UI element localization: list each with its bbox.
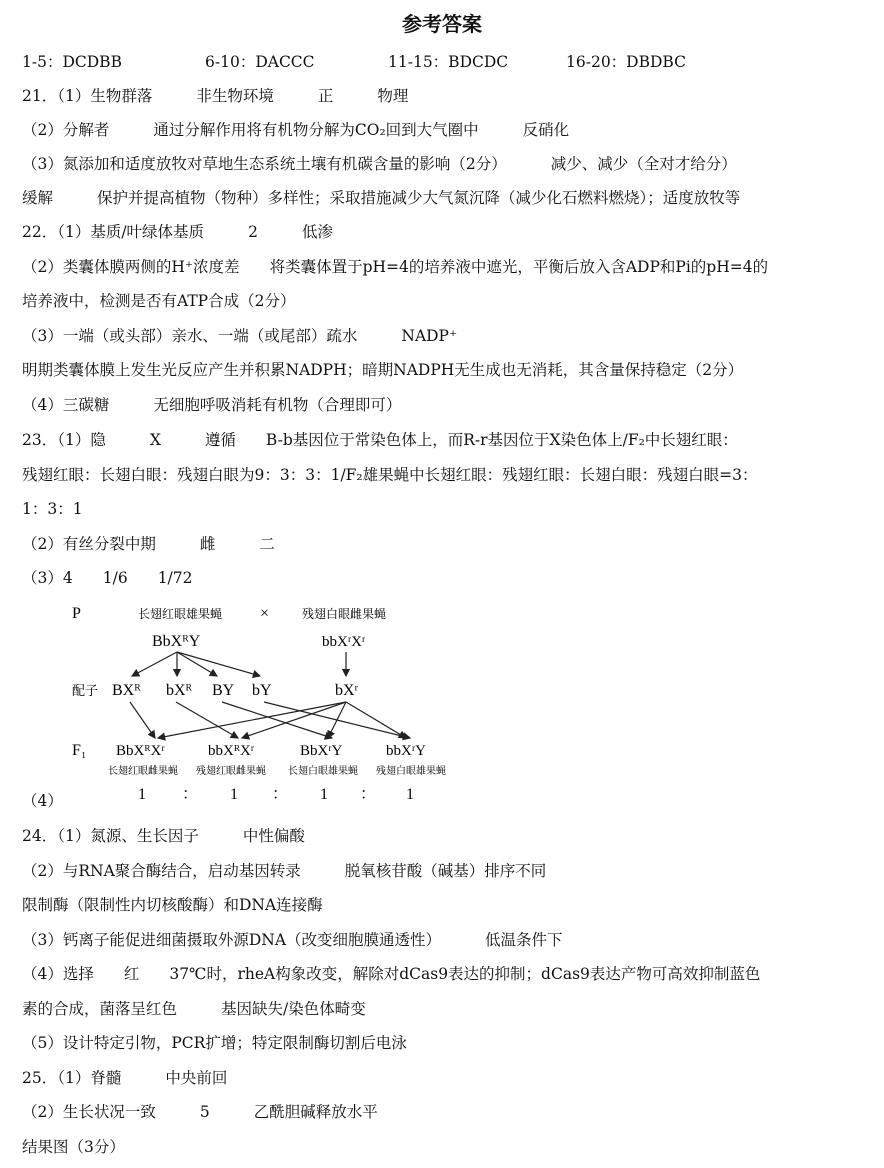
q22-line-1 [22, 222, 333, 242]
f1-label: F₁ [72, 742, 87, 759]
q21-line-2 [22, 120, 569, 140]
gamete-male-3: BY [212, 682, 235, 699]
q24-1-a: 24．（1）氮源、生长因子 [22, 827, 199, 845]
parent-male-desc: 长翅红眼雄果蝇 [138, 607, 223, 621]
q23-4-a: （2）有丝分裂中期 [22, 535, 156, 553]
q23-5-c: 1/72 [157, 569, 193, 587]
q21-3-a: （3）氮添加和适度放牧对草地生态系统土壤有机碳含量的影响（2分） [22, 155, 507, 173]
mc-6-10: 6-10：DACCC [205, 53, 315, 71]
q24-line-1 [22, 826, 305, 846]
q21-line-4 [22, 188, 740, 208]
q21-line-1 [22, 86, 408, 106]
q24-line-5 [22, 964, 760, 984]
q22-line-3: 培养液中，检测是否有ATP合成（2分） [22, 292, 296, 310]
q23-line-5 [22, 568, 193, 588]
q22-line-4 [22, 326, 457, 346]
q22-4-b: NADP⁺ [401, 327, 458, 345]
ratio-3: 1 [320, 786, 328, 803]
q24-5-a: （4）选择 [22, 965, 94, 983]
q24-6-b: 基因缺失/染色体畸变 [221, 1000, 366, 1018]
q21-1-d: 物理 [377, 87, 409, 105]
gamete-offspring-arrows [130, 702, 410, 738]
q23-1-c: 遵循 [204, 431, 236, 449]
q21-1-c: 正 [317, 87, 334, 105]
q24-line-6 [22, 999, 366, 1019]
offspring-4-genotype: bbXʳY [386, 743, 426, 759]
gamete-male-2: bXᴿ [166, 682, 193, 699]
mc-11-15: 11-15：BDCDC [388, 53, 509, 71]
q23-5-b: 1/6 [102, 569, 128, 587]
offspring-2-genotype: bbXᴿXʳ [208, 743, 255, 759]
q21-3-b: 减少、减少（全对才给分） [550, 155, 737, 173]
q21-2-c: 反硝化 [522, 121, 570, 139]
q22-6-a: （4）三碳糖 [22, 396, 110, 414]
parent-male-genotype: BbXᴿY [152, 633, 201, 650]
q24-4-a: （3）钙离子能促进细菌摄取外源DNA（改变细胞膜通透性） [22, 931, 442, 949]
offspring-1-desc: 长翅红眼雌果蝇 [108, 766, 178, 777]
parent-female-genotype: bbXʳXʳ [322, 634, 366, 650]
q23-1-a: 23．（1）隐 [22, 431, 106, 449]
offspring-3-desc: 长翅白眼雄果蝇 [288, 766, 358, 777]
q22-1-a: 22．（1）基质/叶绿体基质 [22, 223, 205, 241]
offspring-4-desc: 残翅白眼雄果蝇 [376, 766, 446, 777]
q23-line-4 [22, 534, 275, 554]
mc-1-5: 1-5：DCDBB [22, 53, 122, 71]
q24-5-b: 红 [123, 965, 140, 983]
parent-gamete-arrows [132, 652, 346, 676]
q21-4-a: 缓解 [22, 189, 54, 207]
q25-2-c: 乙酰胆碱释放水平 [253, 1103, 378, 1121]
q23-1-d: B-b基因位于常染色体上，而R-r基因位于X染色体上/F₂中长翅红眼： [265, 431, 738, 449]
cross-diagram-svg [60, 598, 480, 813]
ratio-4: 1 [406, 786, 414, 803]
offspring-3-genotype: BbXʳY [300, 743, 343, 759]
q22-line-5: 明期类囊体膜上发生光反应产生并积累NADPH；暗期NADPH无生成也无消耗，其含量保持稳定（2分） [22, 361, 744, 379]
q25-1-b: 中央前回 [165, 1069, 228, 1087]
q22-4-a: （3）一端（或头部）亲水、一端（或尾部）疏水 [22, 327, 358, 345]
q21-2-b: 通过分解作用将有机物分解为CO₂回到大气圈中 [153, 121, 479, 139]
q25-line-2 [22, 1102, 378, 1122]
mc-answers [22, 52, 686, 72]
q22-line-2 [22, 257, 768, 277]
gamete-label: 配子 [72, 684, 99, 699]
cross-symbol: × [260, 605, 270, 622]
mc-16-20: 16-20：DBDBC [566, 53, 686, 71]
page-title: 参考答案 [402, 12, 482, 36]
q22-2-b: 将类囊体置于pH=4的培养液中遮光，平衡后放入含ADP和Pi的pH=4的 [269, 258, 769, 276]
q25-2-b: 5 [199, 1103, 210, 1121]
q23-5-a: （3）4 [22, 569, 73, 587]
ratio-colon-2: ： [272, 786, 289, 803]
q21-line-3 [22, 154, 737, 174]
q24-line-4 [22, 930, 563, 950]
p-label: P [72, 605, 81, 622]
q22-line-6 [22, 395, 401, 415]
ratio-1: 1 [138, 786, 146, 803]
q24-line-2 [22, 861, 546, 881]
q25-line-1 [22, 1068, 227, 1088]
offspring-1-genotype: BbXᴿXʳ [116, 743, 165, 759]
ratio-2: 1 [230, 786, 238, 803]
q22-6-b: 无细胞呼吸消耗有机物（合理即可） [153, 396, 402, 414]
ratio-colon-3: ： [360, 786, 377, 803]
q23-line-6: （4） [22, 792, 63, 810]
q23-4-c: 二 [259, 535, 275, 553]
q24-5-c: 37℃时，rheA构象改变，解除对dCas9表达的抑制；dCas9表达产物可高效抑制蓝色 [169, 965, 761, 983]
q22-1-b: 2 [248, 223, 258, 241]
q25-2-a: （2）生长状况一致 [22, 1103, 156, 1121]
q21-2-a: （2）分解者 [22, 121, 110, 139]
gamete-male-1: BXᴿ [112, 682, 141, 699]
q22-2-a: （2）类囊体膜两侧的H⁺浓度差 [22, 258, 240, 276]
q21-4-b: 保护并提高植物（物种）多样性；采取措施减少大气氮沉降（减少化石燃料燃烧）；适度放牧等 [97, 189, 741, 207]
q24-4-b: 低温条件下 [485, 931, 563, 949]
q24-1-b: 中性偏酸 [242, 827, 305, 845]
offspring-2-desc: 残翅红眼雌果蝇 [196, 766, 266, 777]
q21-1-b: 非生物环境 [196, 87, 274, 105]
q23-4-b: 雌 [199, 535, 216, 553]
q24-line-7: （5）设计特定引物，PCR扩增；特定限制酶切割后电泳 [22, 1034, 407, 1052]
ratio-colon-1: ： [182, 786, 199, 803]
q24-6-a: 素的合成，菌落呈红色 [22, 1000, 178, 1018]
q24-line-3: 限制酶（限制性内切核酸酶）和DNA连接酶 [22, 896, 323, 914]
q25-line-3: 结果图（3分） [22, 1138, 125, 1156]
q24-2-a: （2）与RNA聚合酶结合，启动基因转录 [22, 862, 301, 880]
q23-line-1 [22, 430, 738, 450]
q23-line-2: 残翅红眼：长翅白眼：残翅白眼为9：3：3：1/F₂雄果蝇中长翅红眼：残翅红眼：长翅白眼：残翅白眼=3： [22, 466, 758, 484]
q25-1-a: 25．（1）脊髓 [22, 1069, 122, 1087]
genetic-cross-diagram [60, 598, 480, 813]
gamete-male-4: bY [252, 682, 272, 699]
q23-1-b: X [149, 431, 161, 449]
gamete-female: bXʳ [335, 682, 359, 699]
q22-1-c: 低渗 [301, 223, 333, 241]
q21-1-a: 21．（1）生物群落 [22, 87, 153, 105]
q23-line-3: 1：3：1 [22, 500, 83, 518]
parent-female-desc: 残翅白眼雌果蝇 [302, 607, 387, 621]
q24-2-b: 脱氧核苷酸（碱基）排序不同 [344, 862, 547, 880]
